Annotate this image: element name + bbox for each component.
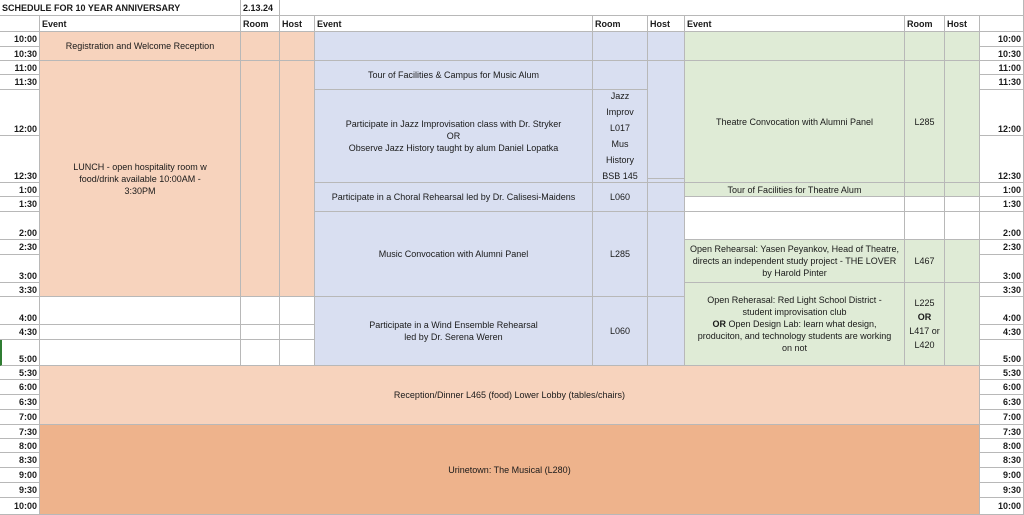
time-label[interactable]: 11:30: [980, 75, 1024, 90]
music-room-cell[interactable]: [593, 61, 648, 90]
sheet-date[interactable]: 2.13.24: [241, 0, 280, 16]
jazz-room-2: Improv: [606, 107, 634, 117]
time-label[interactable]: 4:30: [980, 325, 1024, 340]
jazz-room-3: L017: [609, 123, 631, 133]
wind-line-2: led by Dr. Serena Weren: [404, 332, 503, 342]
time-label[interactable]: 10:30: [0, 47, 40, 61]
empty-cell[interactable]: [241, 297, 280, 325]
header-host-music[interactable]: Host: [648, 16, 685, 32]
theatre-host-cell[interactable]: [945, 61, 980, 183]
time-label[interactable]: 5:30: [980, 366, 1024, 380]
host-cell[interactable]: [280, 32, 315, 61]
time-label[interactable]: 6:00: [0, 380, 40, 395]
music-convocation-cell[interactable]: Music Convocation with Alumni Panel: [315, 212, 593, 297]
theatre-room-cell[interactable]: [905, 32, 945, 61]
theatre-rehearsal-text: Open Rehearsal: Yasen Peyankov, Head of Theatre, directs an independent study project - THE LOVER by Harold Pinter: [690, 244, 899, 278]
jazz-room-4: Mus: [611, 139, 629, 149]
time-label[interactable]: 4:00: [980, 297, 1024, 325]
music-host-cell[interactable]: [648, 32, 685, 61]
time-label[interactable]: 10:30: [980, 47, 1024, 61]
redlight-text: Open Reherasal: Red Light School District - student improvisation club: [707, 295, 882, 317]
time-label[interactable]: 1:00: [980, 183, 1024, 197]
header-host-general[interactable]: Host: [280, 16, 315, 32]
theatre-host-cell[interactable]: [945, 183, 980, 197]
time-label[interactable]: 1:30: [0, 197, 40, 212]
room-1: L225: [914, 298, 935, 308]
jazz-or: OR: [446, 131, 461, 141]
time-label[interactable]: 4:00: [0, 297, 40, 325]
theatre-convocation-cell[interactable]: Theatre Convocation with Alumni Panel: [685, 61, 905, 183]
time-label[interactable]: 12:30: [0, 136, 40, 183]
music-jazz-room-cell[interactable]: [593, 90, 648, 183]
time-label[interactable]: 3:30: [980, 283, 1024, 297]
urinetown-cell[interactable]: Urinetown: The Musical (L280): [40, 425, 980, 515]
room-or: OR: [917, 312, 932, 322]
music-wind-cell[interactable]: [315, 297, 593, 366]
header-room-theatre[interactable]: Room: [905, 16, 945, 32]
host-cell[interactable]: [280, 61, 315, 297]
header-event-theatre[interactable]: Event: [685, 16, 905, 32]
registration-cell[interactable]: Registration and Welcome Reception: [40, 32, 241, 61]
header-event-music[interactable]: Event: [315, 16, 593, 32]
time-label[interactable]: 10:00: [0, 498, 40, 515]
header-room-music[interactable]: Room: [593, 16, 648, 32]
time-label[interactable]: 2:00: [0, 212, 40, 240]
jazz-room-1: Jazz: [610, 91, 630, 101]
music-choral-room-cell[interactable]: L060: [593, 183, 648, 212]
theatre-redlight-cell[interactable]: [685, 283, 905, 366]
theatre-convocation-room-cell[interactable]: L285: [905, 61, 945, 183]
theatre-tour-cell[interactable]: Tour of Facilities for Theatre Alum: [685, 183, 905, 197]
time-label[interactable]: 11:00: [0, 61, 40, 75]
empty-cell[interactable]: [280, 297, 315, 325]
music-host-cell[interactable]: [648, 297, 685, 366]
theatre-rehearsal-cell[interactable]: [685, 240, 905, 283]
empty-cell[interactable]: [905, 212, 945, 240]
time-label[interactable]: 7:00: [980, 410, 1024, 425]
reception-cell[interactable]: Reception/Dinner L465 (food) Lower Lobby (tables/chairs): [40, 366, 980, 425]
empty-cell[interactable]: [40, 340, 241, 366]
empty-cell[interactable]: [241, 325, 280, 340]
time-label[interactable]: 2:30: [980, 240, 1024, 255]
time-label[interactable]: 10:00: [0, 32, 40, 47]
or-word: OR: [712, 319, 726, 329]
time-label[interactable]: 2:00: [980, 212, 1024, 240]
theatre-room-cell[interactable]: [905, 183, 945, 197]
music-choral-cell[interactable]: Participate in a Choral Rehearsal led by Dr. Calisesi-Maidens: [315, 183, 593, 212]
music-wind-room-cell[interactable]: L060: [593, 297, 648, 366]
time-label[interactable]: 5:30: [0, 366, 40, 380]
music-event-cell[interactable]: [315, 32, 593, 61]
time-label[interactable]: 8:00: [0, 439, 40, 453]
jazz-room-6: BSB 145: [602, 171, 638, 181]
design-lab-text: Open Design Lab: learn what design, produciton, and technology students are working on not: [697, 319, 892, 353]
time-label[interactable]: 11:00: [980, 61, 1024, 75]
time-label[interactable]: 8:30: [0, 453, 40, 468]
time-label[interactable]: 5:00: [0, 340, 40, 366]
time-header-left[interactable]: [0, 16, 40, 32]
sheet-title[interactable]: SCHEDULE FOR 10 YEAR ANNIVERSARY: [0, 0, 241, 16]
time-label[interactable]: 6:30: [0, 395, 40, 410]
music-host-cell[interactable]: [648, 212, 685, 297]
time-label[interactable]: 12:00: [980, 90, 1024, 136]
time-label[interactable]: 9:00: [980, 468, 1024, 483]
time-label[interactable]: 8:30: [980, 453, 1024, 468]
empty-cell[interactable]: [280, 340, 315, 366]
time-label[interactable]: 9:30: [980, 483, 1024, 498]
time-label[interactable]: 2:30: [0, 240, 40, 255]
header-host-theatre[interactable]: Host: [945, 16, 980, 32]
empty-cell[interactable]: [905, 197, 945, 212]
theatre-host-cell[interactable]: [945, 240, 980, 283]
time-label[interactable]: 3:00: [980, 255, 1024, 283]
empty-cell[interactable]: [280, 325, 315, 340]
music-room-cell[interactable]: [593, 32, 648, 61]
music-convocation-room-cell[interactable]: L285: [593, 212, 648, 297]
room-2: L417 or: [909, 326, 940, 336]
music-tour-cell[interactable]: Tour of Facilities & Campus for Music Alum: [315, 61, 593, 90]
room-cell[interactable]: [241, 32, 280, 61]
time-label[interactable]: 12:00: [0, 90, 40, 136]
time-label[interactable]: 5:00: [980, 340, 1024, 366]
empty-cell[interactable]: [241, 340, 280, 366]
time-label[interactable]: 12:30: [980, 136, 1024, 183]
empty-cell[interactable]: [40, 297, 241, 325]
time-label[interactable]: 6:30: [980, 395, 1024, 410]
room-3: L420: [914, 340, 935, 350]
empty-cell[interactable]: [685, 197, 905, 212]
time-label[interactable]: 7:30: [0, 425, 40, 439]
time-label[interactable]: 7:00: [0, 410, 40, 425]
room-cell[interactable]: [241, 61, 280, 297]
theatre-host-cell[interactable]: [945, 32, 980, 61]
time-label[interactable]: 11:30: [0, 75, 40, 90]
header-event-general[interactable]: Event: [40, 16, 241, 32]
empty-cell[interactable]: [40, 325, 241, 340]
theatre-host-cell[interactable]: [945, 283, 980, 366]
header-room-general[interactable]: Room: [241, 16, 280, 32]
jazz-line-2: Observe Jazz History taught by alum Daniel Lopatka: [348, 143, 559, 153]
theatre-redlight-room-cell[interactable]: [905, 283, 945, 366]
time-label[interactable]: 7:30: [980, 425, 1024, 439]
jazz-line-1: Participate in Jazz Improvisation class with Dr. Stryker: [345, 119, 562, 129]
time-label[interactable]: 4:30: [0, 325, 40, 340]
time-label[interactable]: 9:30: [0, 483, 40, 498]
empty-cell[interactable]: [685, 212, 905, 240]
time-label[interactable]: 3:00: [0, 255, 40, 283]
lunch-text: LUNCH - open hospitality room w food/drink available 10:00AM - 3:30PM: [73, 161, 207, 196]
time-label[interactable]: 8:00: [980, 439, 1024, 453]
time-label[interactable]: 1:00: [0, 183, 40, 197]
theatre-rehearsal-room-cell[interactable]: L467: [905, 240, 945, 283]
wind-line-1: Participate in a Wind Ensemble Rehearsal: [369, 320, 538, 330]
time-label[interactable]: 6:00: [980, 380, 1024, 395]
music-host-cell[interactable]: [648, 183, 685, 212]
empty-cell[interactable]: [280, 0, 1024, 16]
time-label[interactable]: 10:00: [980, 498, 1024, 515]
lunch-cell[interactable]: [40, 61, 241, 297]
time-label[interactable]: 10:00: [980, 32, 1024, 47]
music-jazz-cell[interactable]: [315, 90, 593, 183]
time-label[interactable]: 1:30: [980, 197, 1024, 212]
time-label[interactable]: 9:00: [0, 468, 40, 483]
music-host-cell[interactable]: [648, 61, 685, 179]
design-lab-line: [697, 318, 892, 354]
empty-cell[interactable]: [945, 212, 980, 240]
empty-cell[interactable]: [945, 197, 980, 212]
time-header-right[interactable]: [980, 16, 1024, 32]
jazz-room-5: History: [605, 155, 634, 165]
time-label[interactable]: 3:30: [0, 283, 40, 297]
theatre-event-cell[interactable]: [685, 32, 905, 61]
